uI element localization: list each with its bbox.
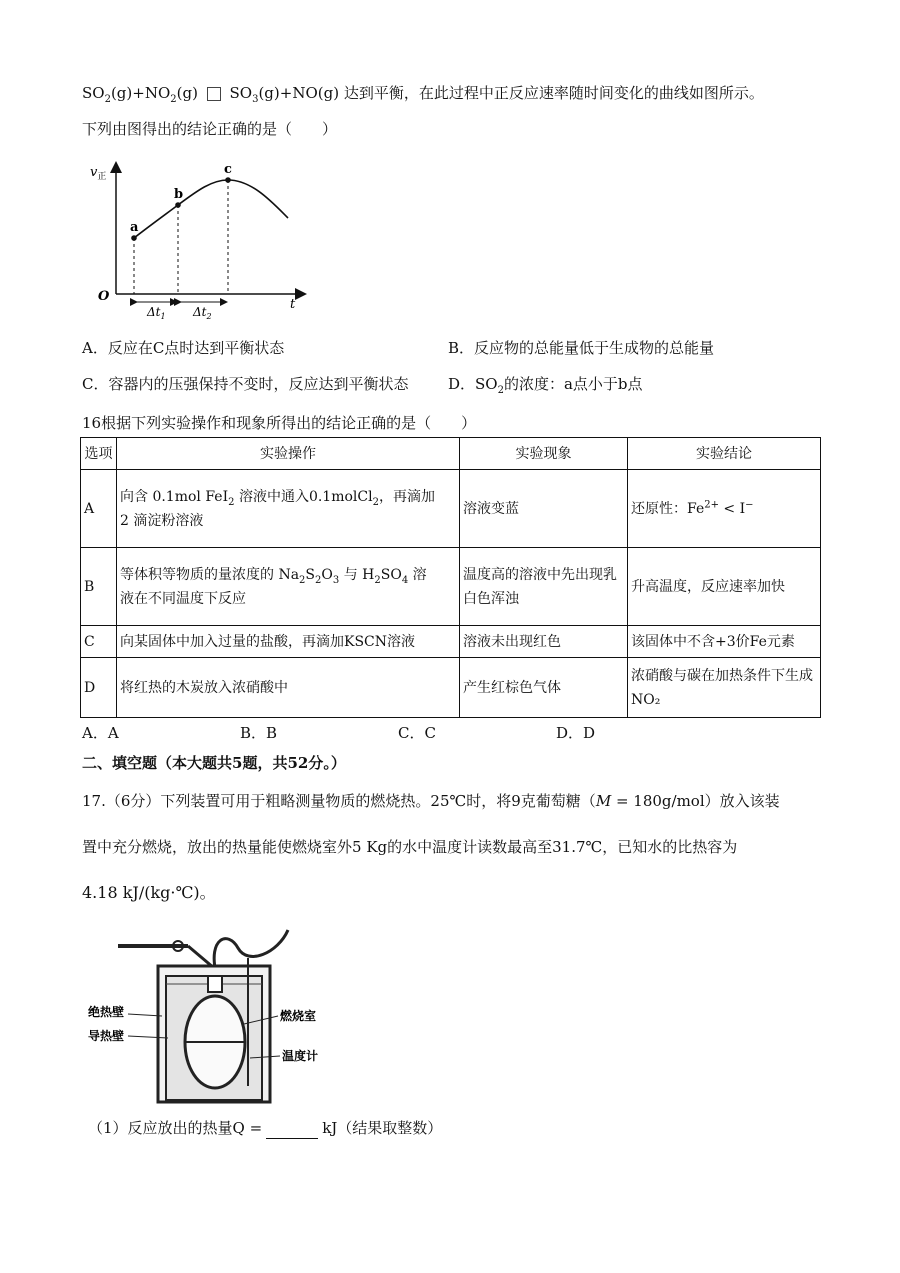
answer-blank[interactable] [266,1124,318,1139]
q16-answer-c[interactable]: C．C [398,724,436,742]
q15-text1: 达到平衡，在此过程中正反应速率随时间变化的曲线如图所示。 [343,84,764,102]
y-axis-label: $v_正$ [90,165,107,182]
row-phenomenon: 溶液未出现红色 [460,626,628,658]
table-row [81,470,821,548]
q15-option-a[interactable]: A．反应在C点时达到平衡状态 [82,339,285,357]
q17-line3: 4.18 kJ/(kg·℃)。 [82,883,216,902]
point-label: b [174,187,184,202]
table-header-row [81,438,821,470]
q17-line2: 置中充分燃烧，放出的热量能使燃烧室外5 Kg的水中温度计读数最高至31.7℃，已知水的比热容为 [82,838,738,856]
row-conclusion: 浓硝酸与碳在加热条件下生成NO₂ [628,658,821,718]
q15-option-b[interactable]: B．反应物的总能量低于生成物的总能量 [448,339,715,357]
row-option: C [81,626,117,658]
q15-stem-line1 [82,82,764,104]
q17-line1: 17.（6分）下列装置可用于粗略测量物质的燃烧热。25℃时，将9克葡萄糖（M = 180g/mol）放入该装 [82,792,780,810]
interval-label-2: $\Delta t_2$ [193,305,212,321]
q16-title: 16根据下列实验操作和现象所得出的结论正确的是（ ） [82,414,477,432]
row-operation: 等体积等物质的量浓度的 $Na_2S_2O_3$ 与 $H_2SO_4$ 溶 液在不同温度下反应 [117,548,460,626]
table-row [81,658,821,718]
x-axis-label: t [290,297,296,312]
equation-left: $SO_2(g)+NO_2(g)$ [82,84,198,105]
header-conclusion: 实验结论 [628,438,821,470]
row-phenomenon: 产生红棕色气体 [460,658,628,718]
origin-label: O [98,289,110,304]
equation-right: $SO_3(g)+NO(g)$ [229,84,340,105]
q16-answer-d[interactable]: D．D [556,724,596,742]
row-option: A [81,470,117,548]
table-row [81,548,821,626]
row-option: B [81,548,117,626]
header-operation: 实验操作 [117,438,460,470]
q15-stem-line2: 下列由图得出的结论正确的是（ ） [82,120,338,138]
q15-option-d[interactable]: D．$SO_2$的浓度：a点小于b点 [448,375,643,396]
header-phenomenon: 实验现象 [460,438,628,470]
label-insulation-wall: 绝热壁 [88,1005,125,1019]
row-phenomenon: 温度高的溶液中先出现乳白色浑浊 [460,548,628,626]
label-combustion-chamber: 燃烧室 [280,1009,317,1023]
row-operation: 向含 0.1mol FeI$_2$ 溶液中通入0.1molCl$_2$，再滴加 2 滴淀粉溶液 [117,470,460,548]
row-conclusion: 还原性：$Fe^{2+} < I^-$ [628,470,821,548]
calorimeter-apparatus [88,918,338,1114]
q17-sub1: （1）反应放出的热量Q = kJ（结果取整数） [88,1119,443,1137]
point-c [225,177,231,183]
rate-chart-svg [82,158,312,326]
point-b [175,202,181,208]
q16-answer-a[interactable]: A．A [82,724,119,742]
point-label: a [130,220,139,235]
row-phenomenon: 溶液变蓝 [460,470,628,548]
row-operation: 向某固体中加入过量的盐酸，再滴加KSCN溶液 [117,626,460,658]
point-label: c [224,162,232,177]
row-option: D [81,658,117,718]
table-row [81,626,821,658]
q16-answer-b[interactable]: B．B [240,724,278,742]
rate-curve [134,180,288,238]
equilibrium-arrow-icon [207,87,221,101]
row-conclusion: 该固体中不含+3价Fe元素 [628,626,821,658]
rate-time-chart [82,158,312,330]
point-a [131,235,137,241]
interval-label-1: $\Delta t_1$ [147,305,166,321]
label-thermometer: 温度计 [282,1049,319,1063]
row-operation: 将红热的木炭放入浓硝酸中 [117,658,460,718]
label-conductive-wall: 导热壁 [88,1029,125,1043]
header-option: 选项 [81,438,117,470]
section-heading: 二、填空题（本大题共5题，共52分。） [82,754,346,772]
row-conclusion: 升高温度，反应速率加快 [628,548,821,626]
experiment-table [80,437,821,718]
q15-option-c[interactable]: C．容器内的压强保持不变时，反应达到平衡状态 [82,375,409,393]
calorimeter-svg [88,918,338,1110]
